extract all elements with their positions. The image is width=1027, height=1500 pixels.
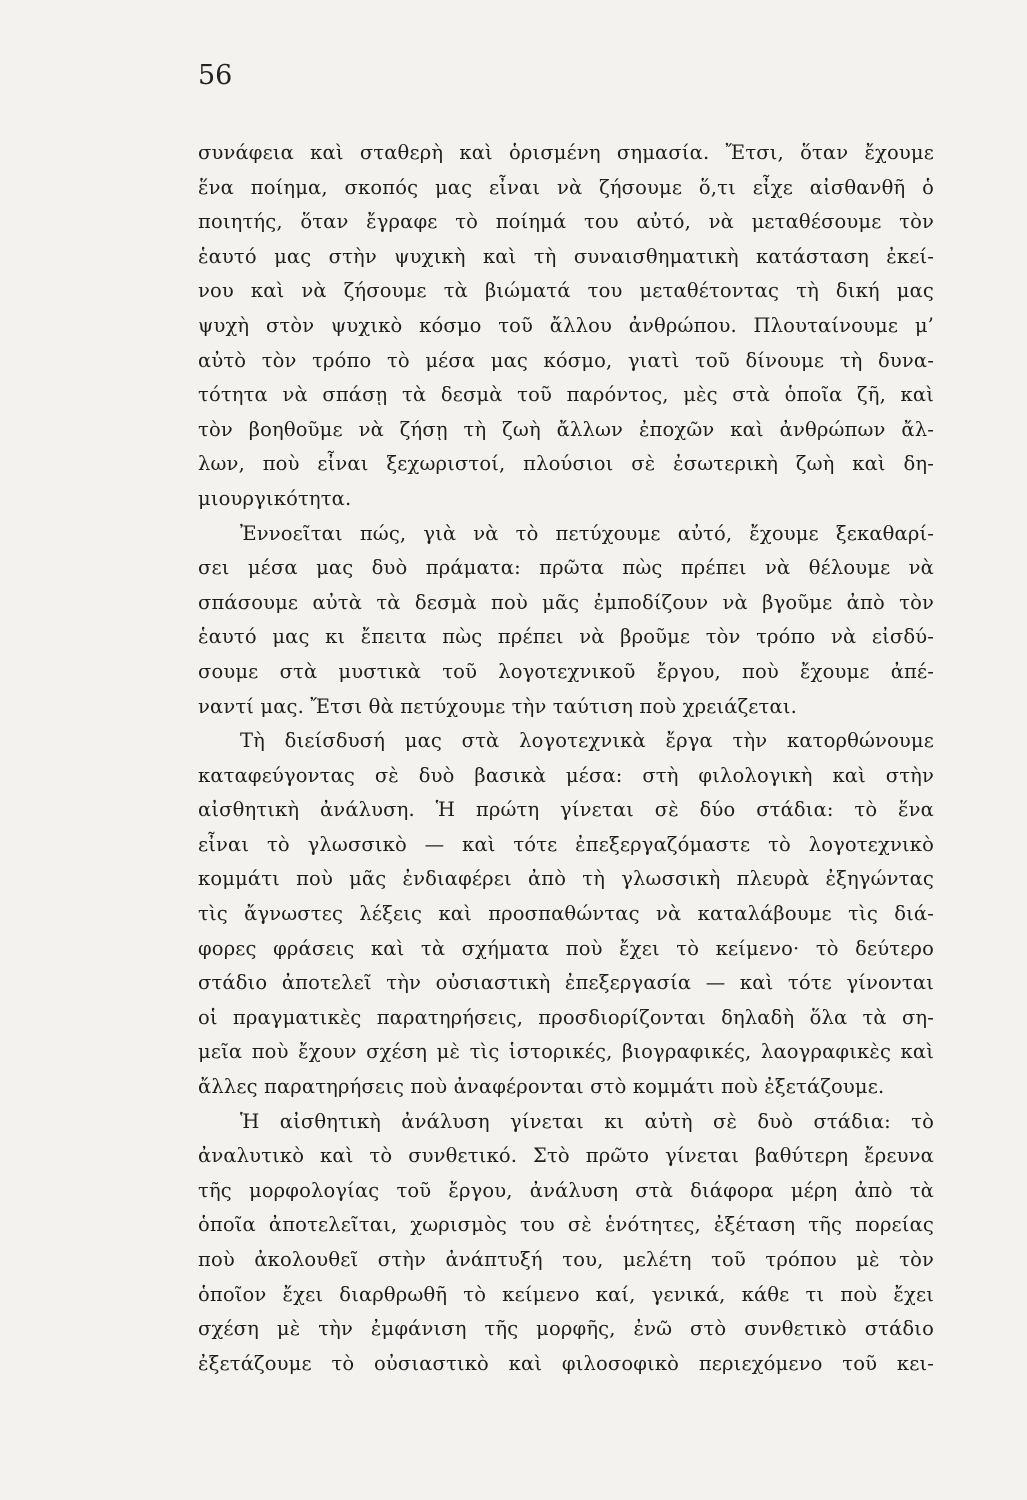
text-line: ὁποῖα ἀποτελεῖται, χωρισμὸς του σὲ ἑνότητες, ἐξέταση τῆς πορείας	[198, 1213, 934, 1237]
text-line: Ἐννοεῖται πώς, γιὰ νὰ τὸ πετύχουμε αὐτό, ἔχουμε ξεκαθαρί-	[240, 521, 934, 545]
text-line: ἐξετάζουμε τὸ οὐσιαστικὸ καὶ φιλοσοφικὸ περιεχόμενο τοῦ κει-	[198, 1351, 934, 1375]
text-line: εἶναι τὸ γλωσσικὸ — καὶ τότε ἐπεξεργαζόμαστε τὸ λογοτεχνικὸ	[198, 832, 934, 856]
text-line: ἑαυτό μας στὴν ψυχικὴ καὶ τὴ συναισθηματικὴ κατάσταση ἐκεί-	[198, 244, 934, 268]
paragraph	[198, 724, 934, 1105]
text-line: ἄλλες παρατηρήσεις ποὺ ἀναφέρονται στὸ κομμάτι ποὺ ἐξετάζουμε.	[198, 1075, 885, 1099]
body-text	[198, 136, 934, 1381]
text-line: ἑαυτό μας κι ἔπειτα πὼς πρέπει νὰ βροῦμε τὸν τρόπο νὰ εἰσδύ-	[198, 625, 934, 649]
page-number: 56	[198, 60, 233, 91]
text-line: σουμε στὰ μυστικὰ τοῦ λογοτεχνικοῦ ἔργου, ποὺ ἔχουμε ἀπέ-	[198, 659, 934, 683]
text-line: καταφεύγοντας σὲ δυὸ βασικὰ μέσα: στὴ φιλολογικὴ καὶ στὴν	[198, 763, 934, 787]
text-line: τῆς μορφολογίας τοῦ ἔργου, ἀνάλυση στὰ διάφορα μέρη ἀπὸ τὰ	[198, 1178, 934, 1202]
text-line: ποὺ ἀκολουθεῖ στὴν ἀνάπτυξή του, μελέτη τοῦ τρόπου μὲ τὸν	[198, 1248, 934, 1271]
paragraph	[198, 517, 934, 725]
text-line: λων, ποὺ εἶναι ξεχωριστοί, πλούσιοι σὲ ἐσωτερικὴ ζωὴ καὶ δη-	[198, 452, 934, 476]
text-line: ὁποῖον ἔχει διαρθρωθῆ τὸ κείμενο καί, γενικά, κάθε τι ποὺ ἔχει	[198, 1282, 934, 1306]
paragraph	[198, 136, 934, 517]
text-line: ψυχὴ στὸν ψυχικὸ κόσμο τοῦ ἄλλου ἀνθρώπου. Πλουταίνουμε μ’	[198, 313, 934, 337]
text-line: τὸν βοηθοῦμε νὰ ζήσῃ τὴ ζωὴ ἄλλων ἐποχῶν καὶ ἀνθρώπων ἄλ-	[198, 417, 934, 441]
text-line: τότητα νὰ σπάσῃ τὰ δεσμὰ τοῦ παρόντος, μὲς στὰ ὁποῖα ζῆ, καὶ	[198, 383, 934, 407]
text-line: σει μέσα μας δυὸ πράματα: πρῶτα πὼς πρέπει νὰ θέλουμε νὰ	[198, 556, 934, 580]
text-line: μεῖα ποὺ ἔχουν σχέση μὲ τὶς ἱστορικές, βιογραφικές, λαογραφικὲς καὶ	[198, 1040, 934, 1064]
text-line: οἱ πραγματικὲς παρατηρήσεις, προσδιορίζονται δηλαδὴ ὅλα τὰ ση-	[198, 1005, 934, 1029]
text-line: αὐτὸ τὸν τρόπο τὸ μέσα μας κόσμο, γιατὶ τοῦ δίνουμε τὴ δυνα-	[198, 348, 934, 372]
text-line: μιουργικότητα.	[198, 486, 352, 510]
text-line: ναντί μας. Ἔτσι θὰ πετύχουμε τὴν ταύτιση ποὺ χρειάζεται.	[198, 694, 797, 718]
text-line: κομμάτι ποὺ μᾶς ἐνδιαφέρει ἀπὸ τὴ γλωσσικὴ πλευρὰ ἐξηγώντας	[198, 867, 934, 891]
text-line: σχέση μὲ τὴν ἐμφάνιση τῆς μορφῆς, ἐνῶ στὸ συνθετικὸ στάδιο	[198, 1317, 934, 1341]
text-line: ἕνα ποίημα, σκοπός μας εἶναι νὰ ζήσουμε ὅ,τι εἶχε αἰσθανθῆ ὁ	[198, 175, 934, 199]
text-line: σπάσουμε αὐτὰ τὰ δεσμὰ ποὺ μᾶς ἐμποδίζουν νὰ βγοῦμε ἀπὸ τὸν	[198, 590, 934, 614]
text-line: Τὴ διείσδυσή μας στὰ λογοτεχνικὰ ἔργα τὴν κατορθώνουμε	[240, 729, 934, 753]
text-line: Ἡ αἰσθητικὴ ἀνάλυση γίνεται κι αὐτὴ σὲ δυὸ στάδια: τὸ	[240, 1109, 934, 1133]
text-line: νου καὶ νὰ ζήσουμε τὰ βιώματά του μεταθέτοντας τὴ δική μας	[198, 279, 934, 303]
paragraph	[198, 1105, 934, 1382]
text-line: στάδιο ἀποτελεῖ τὴν οὐσιαστικὴ ἐπεξεργασία — καὶ τότε γίνονται	[198, 971, 934, 995]
text-line: φορες φράσεις καὶ τὰ σχήματα ποὺ ἔχει τὸ κείμενο· τὸ δεύτερο	[198, 936, 934, 960]
text-line: ἀναλυτικὸ καὶ τὸ συνθετικό. Στὸ πρῶτο γίνεται βαθύτερη ἔρευνα	[198, 1144, 934, 1168]
text-line: τὶς ἄγνωστες λέξεις καὶ προσπαθώντας νὰ καταλάβουμε τὶς διά-	[198, 902, 934, 926]
text-line: αἰσθητικὴ ἀνάλυση. Ἡ πρώτη γίνεται σὲ δύο στάδια: τὸ ἕνα	[198, 798, 934, 822]
text-line: ποιητής, ὅταν ἔγραφε τὸ ποίημά του αὐτό, νὰ μεταθέσουμε τὸν	[198, 210, 934, 234]
text-line: συνάφεια καὶ σταθερὴ καὶ ὁρισμένη σημασία. Ἔτσι, ὅταν ἔχουμε	[198, 141, 934, 164]
